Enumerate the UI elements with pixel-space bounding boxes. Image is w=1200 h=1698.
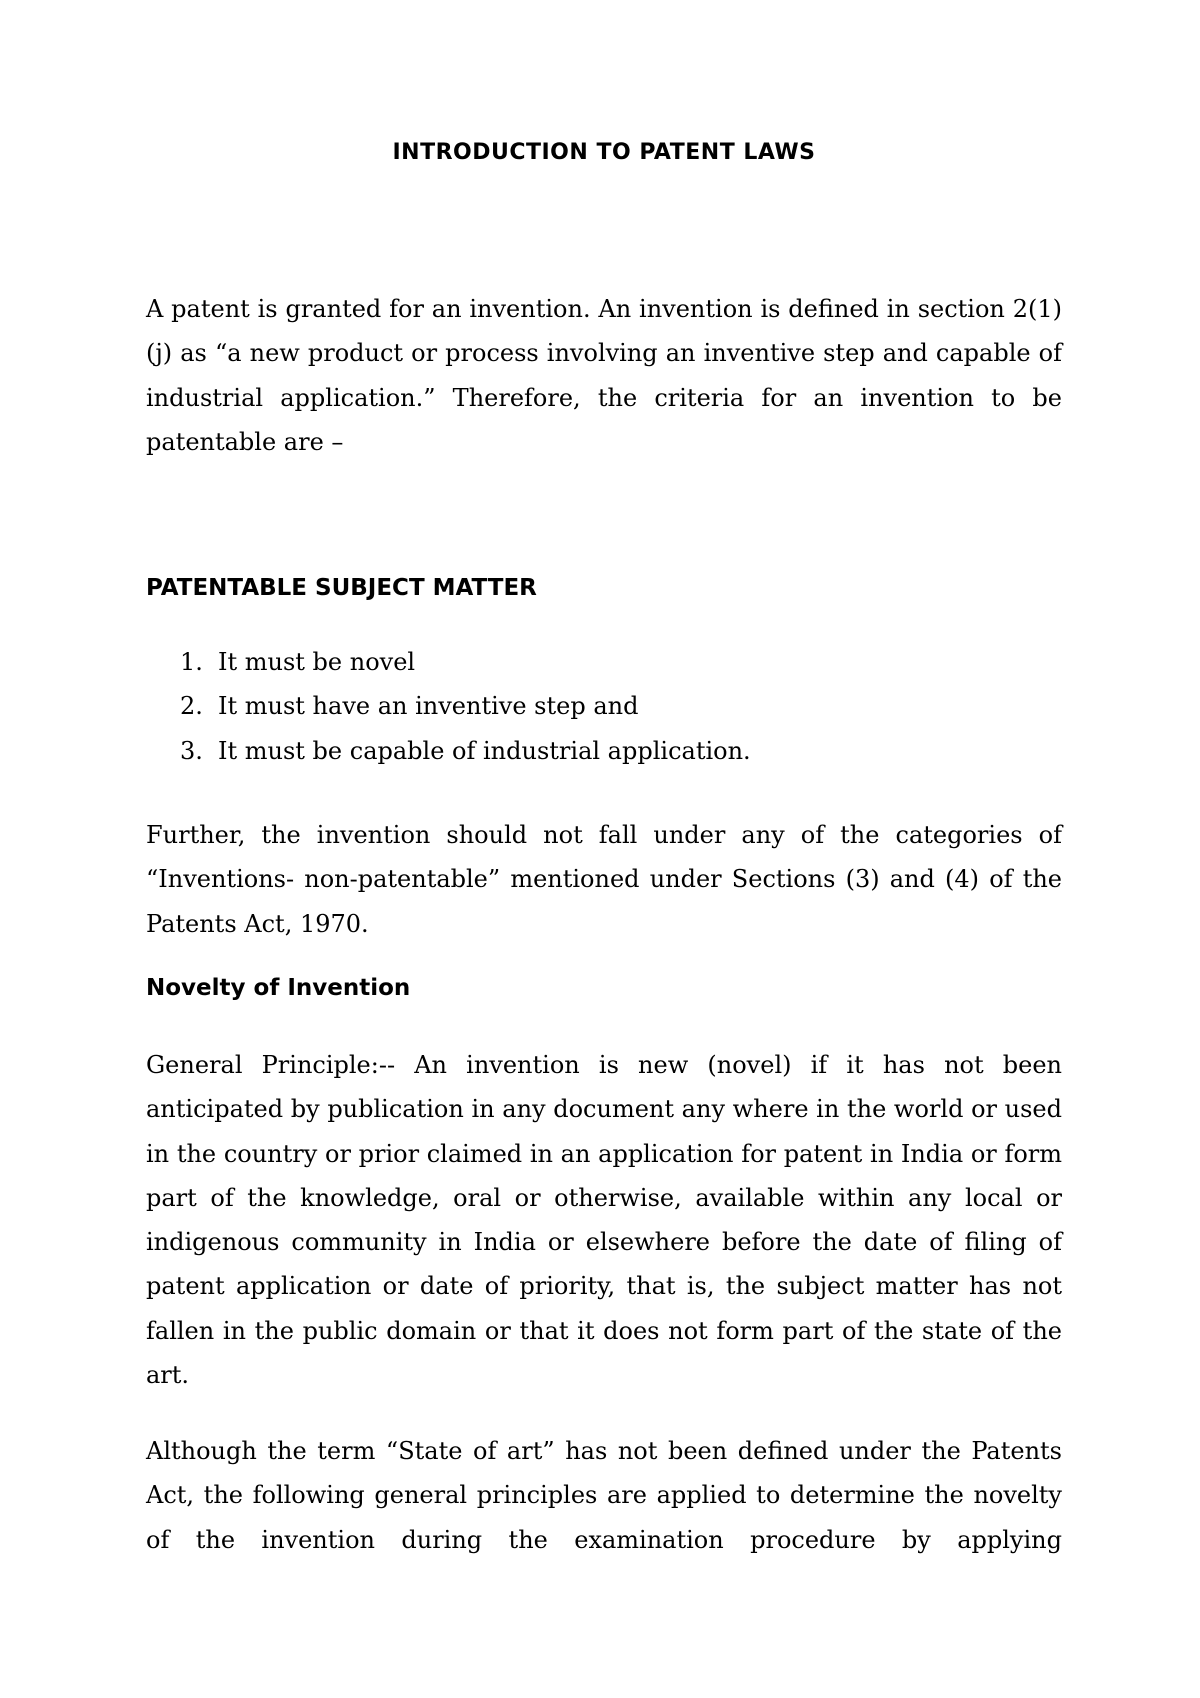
list-item [180,640,751,684]
list-item-text: It must be novel [218,648,416,676]
intro-paragraph: A patent is granted for an invention. An invention is defined in section 2(1)(j) as “a new product or process involving an inventive step and capable of industrial application.” Therefore, the criteria for an invention to be patentable are – [146,295,1062,456]
document-title: INTRODUCTION TO PATENT LAWS [392,140,816,165]
criteria-list [180,640,751,773]
further-paragraph: Further, the invention should not fall under any of the categories of “Inventions- non-patentable” mentioned under Sections (3) and (4) of the Patents Act, 1970. [146,821,1062,938]
section-heading-novelty: Novelty of Invention [146,975,411,1001]
list-item-number: 2. [180,692,203,721]
state-of-art-paragraph: Although the term “State of art” has not been defined under the Patents Act, the following general principles are applied to determine the novelty of the invention during the examination procedure by applying [146,1437,1062,1554]
list-item [180,684,751,728]
section-heading-patentable-subject-matter: PATENTABLE SUBJECT MATTER [146,575,537,601]
general-principle-paragraph: General Principle:-- An invention is new (novel) if it has not been anticipated by publication in any document any where in the world or used in the country or prior claimed in an application for patent in India or form part of the knowledge, oral or otherwise, available within any local or indigenous community in India or elsewhere before the date of filing of patent application or date of priority, that is, the subject matter has not fallen in the public domain or that it does not form part of the state of the art. [146,1051,1062,1390]
list-item-text: It must have an inventive step and [218,692,639,721]
list-item-number: 3. [180,736,203,765]
list-item-text: It must be capable of industrial application. [218,736,751,765]
list-item [180,729,751,773]
list-item-number: 1. [180,648,203,676]
